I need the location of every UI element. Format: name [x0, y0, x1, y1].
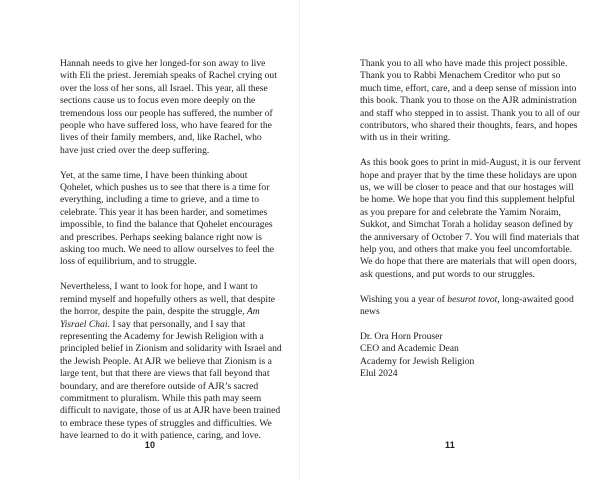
left-paragraph-3: [60, 281, 282, 442]
signature-institution: Academy for Jewish Religion: [360, 355, 475, 367]
left-paragraph-3-part-1: Nevertheless, I want to look for hope, and I want to remind myself and hopefully others as well, that despite the horror, despite the pain, despite the struggle,: [60, 281, 276, 318]
left-paragraph-1: Hannah needs to give her longed-for son away to live with Eli the priest. Jeremiah speaks of Rachel crying out over the loss of her sons, all Israel. This year, all these sections cause us to focus even more deeply on the tremendous loss our people has suffered, the number of people who have suffered loss, who have feared for the lives of their family members, and, like Rachel, who have just cried over the deep suffering.: [60, 58, 277, 156]
wishing-line: [360, 294, 582, 319]
right-page: [300, 0, 600, 480]
signature-block: [360, 331, 582, 381]
besurot-tovot-phrase: besurot tovot: [447, 293, 498, 305]
left-page-text: [60, 58, 282, 443]
right-page-number: 11: [445, 440, 455, 450]
signature-name: Dr. Ora Horn Prouser: [360, 330, 443, 342]
am-yisrael-chai-phrase: Am Yisrael Chai: [60, 306, 260, 330]
wishing-line-part-2: , long-awaited good news: [360, 293, 574, 318]
left-paragraph-3-part-2: . I say that personally, and I say that representing the Academy for Jewish Religion with a principled belief in Zionism and solidarity with Israel and the Jewish People. At AJR we believe that Zionism is a large tent, but that there are views that fall beyond that boundary, and are therefore outside of AJR’s sacred commitment to pluralism. While this path may seem difficult to navigate, those of us at AJR have been trained to embrace these types of struggles and difficulties. We have learned to do it with patience, caring, and love.: [60, 318, 282, 442]
right-paragraph-2: As this book goes to print in mid-August, it is our fervent hope and prayer that by the time these holidays are upon us, we will be closer to peace and that our hostages will be home. We hope that you find this supplement helpful as you prepare for and celebrate the Yamim Noraim, Sukkot, and Simchat Torah a holiday season defined by the anniversary of October 7. You will find materials that help you, and others that make you feel uncomfortable. We do hope that there are materials that will open doors, ask questions, and put words to our struggles.: [360, 157, 581, 280]
right-page-text: [360, 58, 582, 381]
signature-date: Elul 2024: [360, 368, 398, 380]
left-paragraph-2: Yet, at the same time, I have been thinking about Qohelet, which pushes us to see that there is a time for everything, including a time to grieve, and a time to celebrate. This year it has been harder, and sometimes impossible, to find the balance that Qohelet encourages and prescribes. Perhaps seeking balance right now is asking too much. We need to allow ourselves to feel the loss of equilibrium, and to struggle.: [60, 169, 275, 268]
right-paragraph-1: Thank you to all who have made this project possible. Thank you to Rabbi Menachem Creditor who put so much time, effort, care, and a deep sense of mission into this book. Thank you to those on the AJR administration and staff who stepped in to assist. Thank you to all of our contributors, who shared their thoughts, fears, and hopes with us in their writing.: [360, 58, 581, 144]
signature-title: CEO and Academic Dean: [360, 343, 459, 355]
wishing-line-part-1: Wishing you a year of: [360, 293, 448, 305]
left-page-number: 10: [144, 440, 156, 450]
